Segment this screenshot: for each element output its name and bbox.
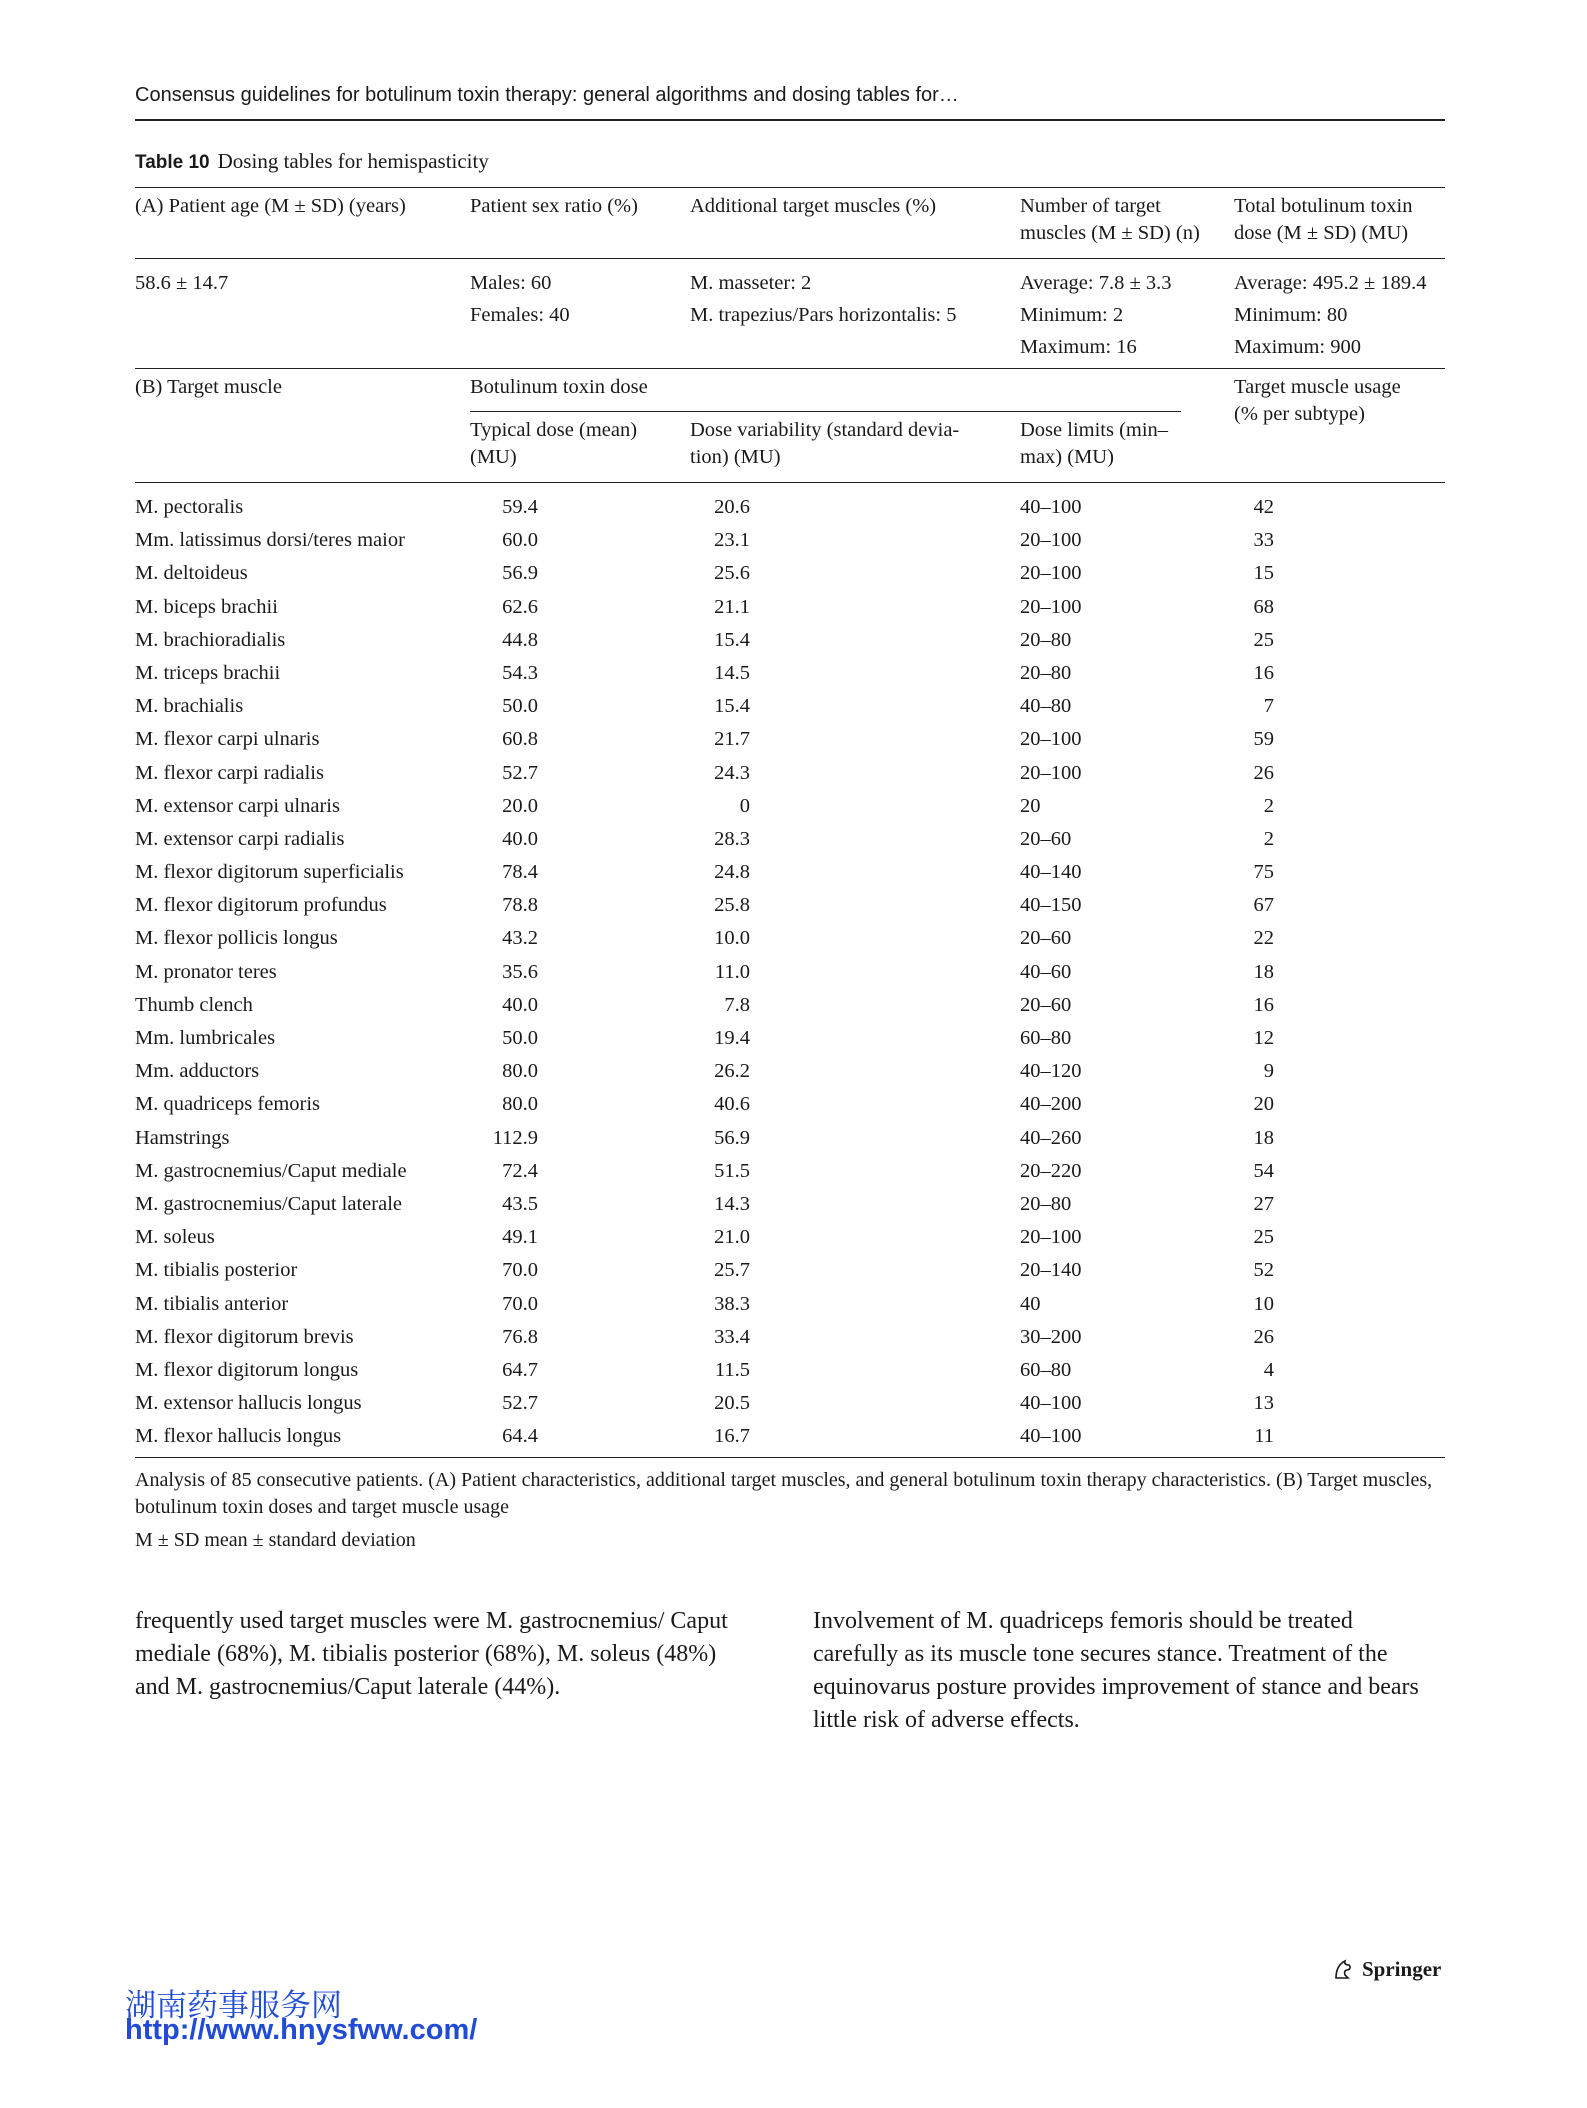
- cell-dose-limits: 20–100: [1020, 728, 1082, 751]
- cell-muscle-usage: 9: [1263, 1060, 1274, 1083]
- table-row: [135, 857, 1445, 890]
- cell-muscle: M. flexor digitorum brevis: [135, 1325, 354, 1348]
- cell-muscle-usage: 52: [1253, 1259, 1274, 1282]
- header-total-line2: dose (M ± SD) (MU): [1234, 222, 1409, 244]
- total-average: Average: 495.2 ± 189.4: [1234, 272, 1427, 294]
- cell-muscle: M. biceps brachii: [135, 595, 278, 618]
- cell-typical-dose: 54.3: [502, 661, 538, 684]
- table-row: [135, 658, 1445, 691]
- header-usage-line1: Target muscle usage: [1234, 376, 1401, 398]
- cell-dose-variability: 15.4: [714, 628, 750, 651]
- cell-typical-dose: 70.0: [502, 1259, 538, 1282]
- dose-group-rule: [470, 411, 1181, 412]
- table-title: Dosing tables for hemispasticity: [217, 149, 489, 173]
- cell-dose-variability: 28.3: [714, 827, 750, 850]
- table-row: [135, 691, 1445, 724]
- cell-typical-dose: 56.9: [502, 562, 538, 585]
- cell-dose-limits: 20–80: [1020, 1192, 1072, 1215]
- cell-muscle: M. triceps brachii: [135, 661, 281, 684]
- cell-muscle: M. flexor digitorum superficialis: [135, 861, 404, 884]
- table-row: [135, 758, 1445, 791]
- cell-typical-dose: 20.0: [502, 794, 538, 817]
- cell-muscle-usage: 25: [1253, 628, 1274, 651]
- age-value: 58.6 ± 14.7: [135, 272, 229, 294]
- cell-muscle: M. soleus: [135, 1226, 215, 1249]
- cell-dose-variability: 25.6: [714, 562, 750, 585]
- cell-muscle-usage: 42: [1253, 496, 1274, 518]
- table-row: [135, 1388, 1445, 1421]
- cell-dose-variability: 15.4: [714, 695, 750, 718]
- cell-muscle-usage: 26: [1253, 1325, 1274, 1348]
- cell-muscle-usage: 68: [1253, 595, 1274, 618]
- cell-typical-dose: 59.4: [502, 496, 538, 518]
- cell-muscle-usage: 18: [1253, 960, 1274, 983]
- cell-muscle-usage: 59: [1253, 728, 1274, 751]
- cell-muscle: Mm. lumbricales: [135, 1027, 276, 1049]
- cell-typical-dose: 49.1: [502, 1226, 538, 1249]
- cell-dose-variability: 25.8: [714, 894, 750, 917]
- table-row: [135, 791, 1445, 824]
- table-top-rule: [135, 187, 1445, 188]
- table-row: [135, 1355, 1445, 1388]
- cell-dose-variability: 11.5: [714, 1358, 750, 1381]
- cell-dose-variability: 11.0: [714, 960, 750, 983]
- header-number-line1: Number of target: [1020, 195, 1161, 217]
- cell-muscle: M. extensor hallucis longus: [135, 1392, 362, 1415]
- cell-dose-variability: 51.5: [714, 1159, 750, 1182]
- cell-muscle: Mm. latissimus dorsi/teres maior: [135, 529, 405, 552]
- part-a-header-rule: [135, 258, 1445, 259]
- table-row: [135, 592, 1445, 625]
- table-row: [135, 558, 1445, 591]
- header-dose-group: Botulinum toxin dose: [470, 376, 648, 398]
- cell-typical-dose: 44.8: [502, 628, 538, 651]
- cell-muscle-usage: 18: [1253, 1126, 1274, 1149]
- cell-muscle: M. pronator teres: [135, 960, 277, 983]
- cell-muscle-usage: 15: [1253, 562, 1274, 585]
- table-row: [135, 1089, 1445, 1122]
- cell-muscle-usage: 26: [1253, 761, 1274, 784]
- table-row: [135, 1156, 1445, 1189]
- cell-typical-dose: 78.4: [502, 861, 538, 884]
- cell-muscle-usage: 16: [1253, 993, 1274, 1016]
- cell-typical-dose: 43.5: [502, 1192, 538, 1215]
- cell-dose-limits: 20–60: [1020, 993, 1072, 1016]
- part-b-header-rule: [135, 482, 1445, 483]
- table-row: [135, 824, 1445, 857]
- header-typical-line1: Typical dose (mean): [470, 419, 638, 441]
- cell-dose-variability: 21.1: [714, 595, 750, 618]
- cell-muscle: M. quadriceps femoris: [135, 1093, 321, 1116]
- total-maximum: Maximum: 900: [1234, 336, 1361, 358]
- table-row: [135, 1056, 1445, 1089]
- cell-typical-dose: 50.0: [502, 1027, 538, 1049]
- cell-dose-limits: 60–80: [1020, 1358, 1072, 1381]
- table-row: [135, 1255, 1445, 1288]
- cell-muscle-usage: 16: [1253, 661, 1274, 684]
- cell-dose-variability: 14.5: [714, 661, 750, 684]
- cell-typical-dose: 60.0: [502, 529, 538, 552]
- cell-dose-limits: 20: [1020, 794, 1041, 817]
- cell-dose-limits: 20–100: [1020, 562, 1082, 585]
- cell-muscle-usage: 11: [1254, 1425, 1274, 1448]
- publisher-name: Springer: [1362, 1956, 1442, 1981]
- body-text-right: Involvement of M. quadriceps femoris should be treated carefully as its muscle tone secures stance. Treatment of the equinovarus posture provides improvement of stance and bears little risk of adverse effects.: [813, 1608, 1419, 1733]
- cell-muscle: Hamstrings: [135, 1126, 230, 1149]
- muscle-masseter: M. masseter: 2: [690, 272, 812, 294]
- cell-dose-limits: 20–100: [1020, 529, 1082, 552]
- cell-dose-limits: 40–120: [1020, 1060, 1082, 1083]
- cell-muscle: M. flexor pollicis longus: [135, 927, 338, 950]
- cell-muscle: M. flexor carpi radialis: [135, 761, 324, 784]
- header-sex: Patient sex ratio (%): [470, 195, 638, 217]
- cell-dose-limits: 40–60: [1020, 960, 1072, 983]
- cell-muscle-usage: 25: [1253, 1226, 1274, 1249]
- cell-dose-limits: 40–100: [1020, 1392, 1082, 1415]
- table-row: [135, 525, 1445, 558]
- cell-muscle-usage: 2: [1263, 794, 1274, 817]
- cell-dose-variability: 26.2: [714, 1060, 750, 1083]
- cell-muscle: M. flexor carpi ulnaris: [135, 728, 320, 751]
- cell-dose-variability: 10.0: [714, 927, 750, 950]
- cell-muscle-usage: 13: [1253, 1392, 1274, 1415]
- cell-dose-limits: 40–100: [1020, 496, 1082, 518]
- cell-typical-dose: 80.0: [502, 1093, 538, 1116]
- table-row: [135, 923, 1445, 956]
- cell-muscle: M. brachioradialis: [135, 628, 286, 651]
- cell-dose-variability: 24.3: [714, 761, 750, 784]
- header-number-line2: muscles (M ± SD) (n): [1020, 222, 1200, 244]
- cell-muscle-usage: 33: [1253, 529, 1274, 552]
- cell-muscle-usage: 2: [1263, 827, 1274, 850]
- table-row: [135, 1322, 1445, 1355]
- cell-dose-limits: 40–100: [1020, 1425, 1082, 1448]
- header-limits-line1: Dose limits (min–: [1020, 419, 1169, 441]
- cell-typical-dose: 64.4: [502, 1425, 538, 1448]
- cell-dose-variability: 38.3: [714, 1292, 750, 1315]
- cell-dose-variability: 20.5: [714, 1392, 750, 1415]
- cell-dose-limits: 20–60: [1020, 827, 1072, 850]
- table-row: [135, 492, 1445, 525]
- muscle-trapezius: M. trapezius/Pars horizontalis: 5: [690, 304, 957, 326]
- cell-muscle-usage: 20: [1253, 1093, 1274, 1116]
- cell-dose-variability: 40.6: [714, 1093, 750, 1116]
- cell-muscle-usage: 7: [1263, 695, 1274, 718]
- cell-dose-variability: 56.9: [714, 1126, 750, 1149]
- number-minimum: Minimum: 2: [1020, 304, 1124, 326]
- cell-dose-limits: 20–220: [1020, 1159, 1082, 1182]
- header-additional-muscles: Additional target muscles (%): [690, 195, 937, 217]
- cell-dose-limits: 30–200: [1020, 1325, 1082, 1348]
- table-row: [135, 1023, 1445, 1056]
- cell-muscle: M. pectoralis: [135, 496, 244, 518]
- cell-dose-variability: 21.7: [714, 728, 750, 751]
- watermark-site-name: 湖南药事服务网: [125, 1988, 342, 2024]
- cell-typical-dose: 50.0: [502, 695, 538, 718]
- header-target-muscle: (B) Target muscle: [135, 376, 282, 398]
- cell-muscle: Mm. adductors: [135, 1060, 260, 1083]
- cell-muscle-usage: 54: [1253, 1159, 1274, 1182]
- cell-muscle: M. tibialis anterior: [135, 1292, 289, 1315]
- cell-typical-dose: 112.9: [492, 1126, 538, 1149]
- cell-dose-limits: 20–140: [1020, 1259, 1082, 1282]
- cell-typical-dose: 78.8: [502, 894, 538, 917]
- number-average: Average: 7.8 ± 3.3: [1020, 272, 1172, 294]
- cell-dose-limits: 20–60: [1020, 927, 1072, 950]
- table-row: [135, 890, 1445, 923]
- cell-typical-dose: 80.0: [502, 1060, 538, 1083]
- cell-dose-variability: 19.4: [714, 1027, 750, 1049]
- table-row: [135, 1222, 1445, 1255]
- header-limits-line2: max) (MU): [1020, 446, 1114, 468]
- publisher-logo: [1330, 1956, 1441, 1982]
- header-variability-line2: tion) (MU): [690, 446, 781, 468]
- cell-typical-dose: 35.6: [502, 960, 538, 983]
- cell-muscle: M. deltoideus: [135, 562, 248, 585]
- table-row: [135, 1123, 1445, 1156]
- cell-dose-limits: 40: [1020, 1292, 1041, 1315]
- cell-typical-dose: 70.0: [502, 1292, 538, 1315]
- cell-muscle: M. gastrocnemius/Caput laterale: [135, 1192, 402, 1215]
- table-caption: [135, 149, 489, 174]
- table-row: [135, 990, 1445, 1023]
- cell-muscle-usage: 12: [1253, 1027, 1274, 1049]
- table-abbreviation-note: M ± SD mean ± standard deviation: [135, 1529, 416, 1551]
- cell-muscle-usage: 4: [1263, 1358, 1274, 1381]
- cell-muscle-usage: 10: [1253, 1292, 1274, 1315]
- part-b-divider-rule: [135, 368, 1445, 369]
- cell-muscle-usage: 22: [1253, 927, 1274, 950]
- cell-muscle: M. flexor hallucis longus: [135, 1425, 342, 1448]
- cell-dose-limits: 20–80: [1020, 661, 1072, 684]
- running-head: Consensus guidelines for botulinum toxin therapy: general algorithms and dosing tables for…: [135, 84, 1445, 121]
- cell-dose-limits: 20–100: [1020, 761, 1082, 784]
- cell-typical-dose: 76.8: [502, 1325, 538, 1348]
- cell-muscle: M. tibialis posterior: [135, 1259, 298, 1282]
- cell-typical-dose: 52.7: [502, 1392, 538, 1415]
- cell-dose-variability: 24.8: [714, 861, 750, 884]
- cell-dose-limits: 40–200: [1020, 1093, 1082, 1116]
- cell-muscle-usage: 75: [1253, 861, 1274, 884]
- cell-typical-dose: 40.0: [502, 827, 538, 850]
- dose-table-body: [135, 492, 1445, 1454]
- cell-typical-dose: 43.2: [502, 927, 538, 950]
- cell-dose-limits: 40–150: [1020, 894, 1082, 917]
- cell-dose-variability: 20.6: [714, 496, 750, 518]
- table-row: [135, 1189, 1445, 1222]
- cell-dose-variability: 7.8: [724, 993, 750, 1016]
- cell-dose-variability: 0: [739, 794, 750, 817]
- cell-dose-variability: 16.7: [714, 1425, 750, 1448]
- header-age: (A) Patient age (M ± SD) (years): [135, 195, 406, 217]
- cell-typical-dose: 62.6: [502, 595, 538, 618]
- cell-typical-dose: 60.8: [502, 728, 538, 751]
- cell-muscle: M. extensor carpi ulnaris: [135, 794, 340, 817]
- cell-muscle: M. gastrocnemius/Caput mediale: [135, 1159, 407, 1182]
- cell-muscle: M. flexor digitorum profundus: [135, 894, 387, 917]
- cell-dose-limits: 20–100: [1020, 595, 1082, 618]
- table-label: Table 10: [135, 152, 210, 173]
- header-usage-line2: (% per subtype): [1234, 403, 1365, 425]
- springer-horse-icon: [1330, 1956, 1356, 1982]
- watermark-url[interactable]: http://www.hnysfww.com/: [125, 2014, 478, 2046]
- header-total-line1: Total botulinum toxin: [1234, 195, 1413, 217]
- cell-muscle-usage: 67: [1253, 894, 1274, 917]
- table-row: [135, 724, 1445, 757]
- cell-dose-variability: 14.3: [714, 1192, 750, 1215]
- cell-dose-limits: 20–100: [1020, 1226, 1082, 1249]
- cell-dose-variability: 21.0: [714, 1226, 750, 1249]
- sex-males: Males: 60: [470, 272, 552, 294]
- cell-dose-limits: 40–140: [1020, 861, 1082, 884]
- header-typical-line2: (MU): [470, 446, 517, 468]
- cell-typical-dose: 40.0: [502, 993, 538, 1016]
- cell-dose-variability: 25.7: [714, 1259, 750, 1282]
- cell-typical-dose: 52.7: [502, 761, 538, 784]
- header-variability-line1: Dose variability (standard devia-: [690, 419, 960, 441]
- cell-dose-limits: 20–80: [1020, 628, 1072, 651]
- table-row: [135, 957, 1445, 990]
- cell-dose-variability: 33.4: [714, 1325, 750, 1348]
- number-maximum: Maximum: 16: [1020, 336, 1137, 358]
- table-row: [135, 1289, 1445, 1322]
- cell-dose-limits: 40–260: [1020, 1126, 1082, 1149]
- table-bottom-rule: [135, 1457, 1445, 1458]
- sex-females: Females: 40: [470, 304, 570, 326]
- cell-muscle: Thumb clench: [135, 993, 253, 1016]
- cell-muscle: M. flexor digitorum longus: [135, 1358, 359, 1381]
- cell-typical-dose: 64.7: [502, 1358, 538, 1381]
- cell-typical-dose: 72.4: [502, 1159, 538, 1182]
- cell-muscle: M. extensor carpi radialis: [135, 827, 345, 850]
- cell-dose-limits: 60–80: [1020, 1027, 1072, 1049]
- cell-muscle-usage: 27: [1253, 1192, 1274, 1215]
- table-row: [135, 1421, 1445, 1454]
- cell-dose-variability: 23.1: [714, 529, 750, 552]
- body-text-left: frequently used target muscles were M. gastrocnemius/ Caput mediale (68%), M. tibialis posterior (68%), M. soleus (48%) and M. gastrocnemius/Caput laterale (44%).: [135, 1608, 728, 1700]
- total-minimum: Minimum: 80: [1234, 304, 1348, 326]
- table-footnote: Analysis of 85 consecutive patients. (A) Patient characteristics, additional target muscles, and general botulinum toxin therapy characteristics. (B) Target muscles, botulinum toxin doses and target muscle usage: [135, 1469, 1433, 1518]
- cell-muscle: M. brachialis: [135, 695, 244, 718]
- cell-dose-limits: 40–80: [1020, 695, 1072, 718]
- table-row: [135, 625, 1445, 658]
